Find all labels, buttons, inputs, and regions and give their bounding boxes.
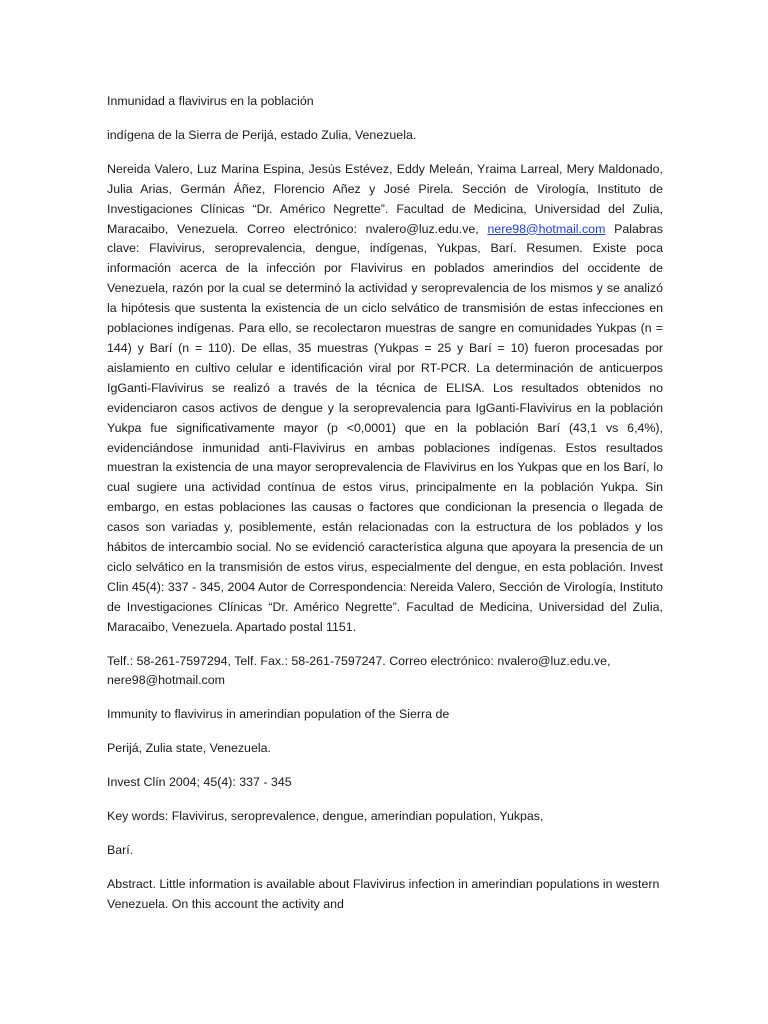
- abstract-es-text: Palabras clave: Flavivirus, seroprevalencia, dengue, indígenas, Yukpas, Barí. Resumen. Existe poca información acerca de la infección por Flavivirus en poblados amerindios del occidente de Venezuela, razón por la cual se determinó la actividad y seroprevalencia de los mismos y se analizó la hipótesis que sustenta la existencia de un ciclo selvático de transmisión de estas infecciones en poblaciones indígenas. Para ello, se recolectaron muestras de sangre en comunidades Yukpas (n = 144) y Barí (n = 110). De ellas, 35 muestras (Yukpas = 25 y Barí = 10) fueron procesadas por aislamiento en cultivo celular e identificación viral por RT-PCR. La determinación de anticuerpos IgGanti-Flavivirus se realizó a través de la técnica de ELISA. Los resultados obtenidos no evidenciaron casos activos de dengue y la seroprevalencia para IgGanti-Flavivirus en la población Yukpa fue significativamente mayor (p <0,0001) que en la población Barí (43,1 vs 6,4%), evidenciándose inmunidad anti-Flavivirus en ambas poblaciones indígenas. Estos resultados muestran la existencia de una mayor seroprevalencia de Flavivirus en los Yukpas que en los Barí, lo cual sugiere una actividad contínua de estos virus, principalmente en la población Yukpa. Sin embargo, en estas poblaciones las causas o factores que condicionan la presencia o llegada de casos son variadas y, posiblemente, están relacionadas con la estructura de los poblados y los hábitos de intercambio social. No se evidenció característica alguna que apoyara la presencia de un ciclo selvático en la transmisión de estos virus, especialmente del dengue, en esta población. Invest Clin 45(4): 337 - 345, 2004 Autor de Correspondencia: Nereida Valero, Sección de Virología, Instituto de Investigaciones Clínicas “Dr. Américo Negrette”. Facultad de Medicina, Universidad del Zulia, Maracaibo, Venezuela. Apartado postal 1151.: [107, 221, 663, 634]
- title-es-line-1: Inmunidad a flavivirus en la población: [107, 94, 314, 108]
- title-es-line-2: indígena de la Sierra de Perijá, estado Zulia, Venezuela.: [107, 127, 417, 142]
- title-en-line-1: Immunity to flavivirus in amerindian population of the Sierra de: [107, 707, 450, 722]
- keywords-en-line-2: Barí.: [107, 843, 134, 857]
- title-en-line-2: Perijá, Zulia state, Venezuela.: [107, 741, 271, 756]
- abstract-en: Abstract. Little information is available about Flavivirus infection in amerindian populations in western Venezuela. On this account the activity and: [107, 876, 660, 911]
- citation-en: Invest Clín 2004; 45(4): 337 - 345: [107, 775, 292, 790]
- keywords-en-line-1: Key words: Flavivirus, seroprevalence, dengue, amerindian population, Yukpas,: [107, 809, 544, 824]
- contact-info: Telf.: 58-261-7597294, Telf. Fax.: 58-261-7597247. Correo electrónico: nvalero@luz.edu.ve, nere98@hotmail.com: [107, 653, 611, 688]
- authors-and-abstract-es: [107, 160, 663, 638]
- email-link[interactable]: nere98@hotmail.com: [487, 221, 606, 236]
- document-page: [107, 92, 663, 929]
- authors-text: Nereida Valero, Luz Marina Espina, Jesús Estévez, Eddy Meleán, Yraima Larreal, Mery Maldonado, Julia Arias, Germán Áñez, Florencio Añez y José Pirela. Sección de Virología, Instituto de Investigaciones Clínicas “Dr. Américo Negrette”. Facultad de Medicina, Universidad del Zulia, Maracaibo, Venezuela. Correo electrónico: nvalero@luz.edu.ve,: [107, 161, 663, 236]
